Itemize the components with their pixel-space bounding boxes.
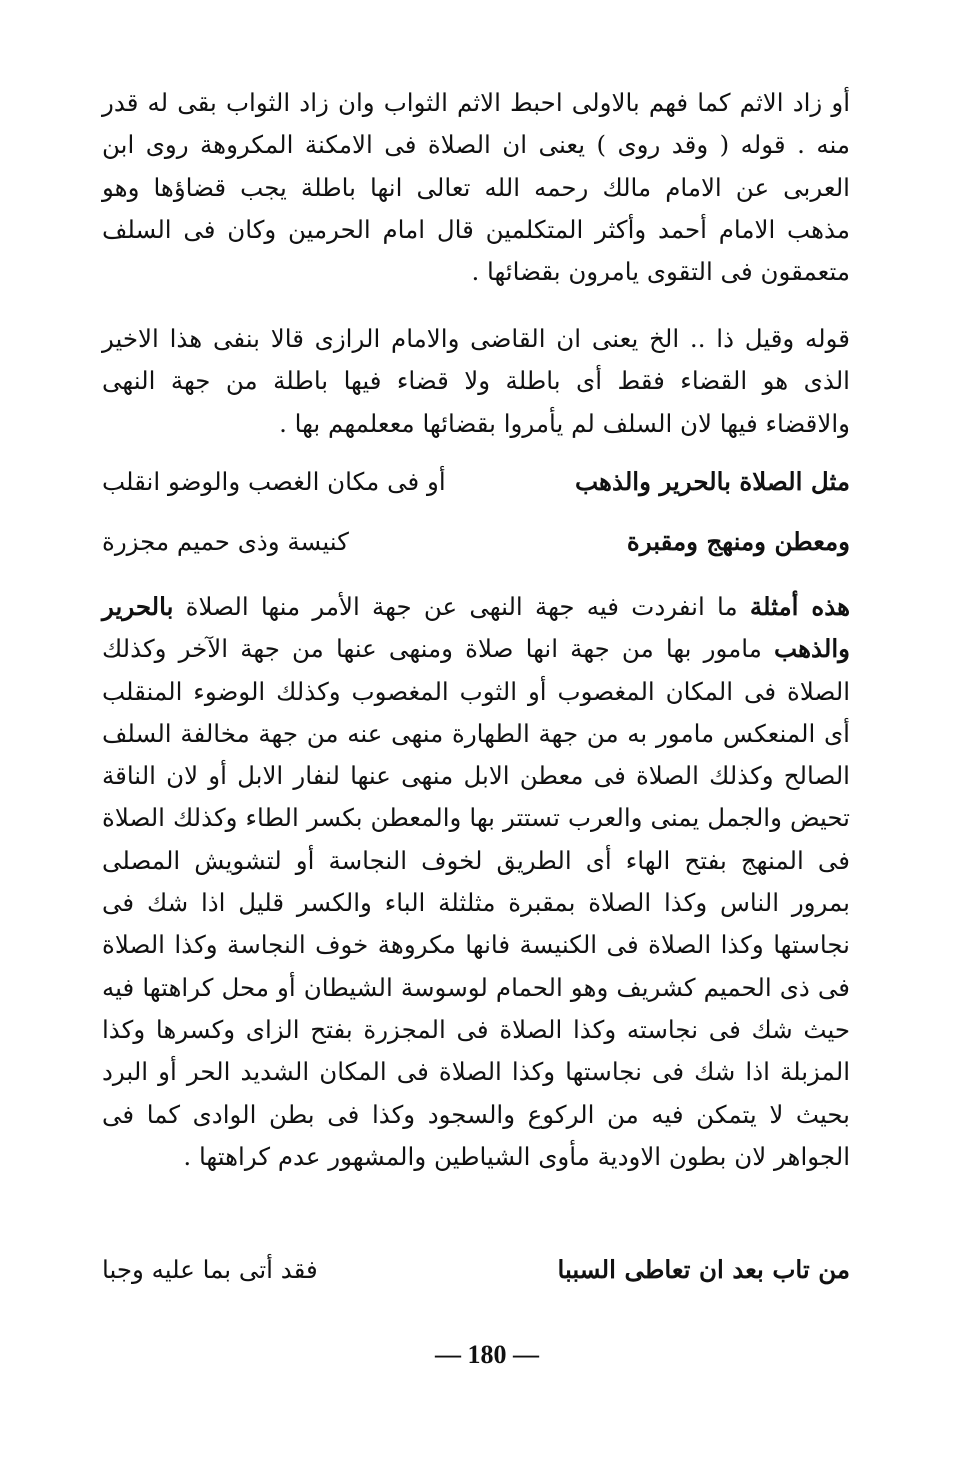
paragraph-3 bbox=[102, 586, 850, 1178]
verse-3-left-hemistich: فقد أتى بما عليه وجبا bbox=[102, 1255, 318, 1284]
verse-2-left-hemistich: كنيسة وذى حميم مجزرة bbox=[102, 527, 349, 556]
paragraph-1: أو زاد الاثم كما فهم بالاولى احبط الاثم الثواب وان زاد الثواب بقى له قدر منه . قوله ( وقد روى ) يعنى ان الصلاة فى الامكنة المكروهة روى ابن العربى عن الامام مالك رحمه الله تعالى انها باطلة يجب قضاؤها وهو مذهب الامام أحمد وأكثر المتكلمين قال امام الحرمين وكان فى السلف متعمقون فى التقوى يامرون بقضائها . bbox=[102, 88, 850, 287]
paragraph-3-bold-term: بالحرير والذهب bbox=[102, 592, 850, 664]
verse-line-3 bbox=[102, 1250, 850, 1290]
verse-1-left-hemistich: أو فى مكان الغصب والوضو انقلب bbox=[102, 467, 446, 496]
verse-2-right-hemistich: ومعطن ومنهج ومقبرة bbox=[626, 527, 850, 556]
paragraph-2: قوله وقيل ذا .. الخ يعنى ان القاضى والامام الرازى قالا بنفى هذا الاخير الذى هو القضاء فقط أى باطلة ولا قضاء فيها باطلة من جهة النهى والاقضاء فيها لان السلف لم يأمروا بقضائها مععلمهم بها . bbox=[102, 324, 850, 438]
paragraph-3-lead: هذه أمثلة bbox=[749, 592, 851, 621]
verse-line-1 bbox=[102, 462, 850, 502]
verse-line-2 bbox=[102, 522, 850, 562]
paragraph-3-part-b: مامور بها من جهة انها صلاة ومنهى عنها من جهة الآخر وكذلك الصلاة فى المكان المغصوب أو الثوب المغصوب وكذلك الوضوء المنقلب أى المنعكس مامور به من جهة الطهارة منهى عنه من جهة مخالفة السلف الصالح وكذلك الصلاة فى معطن الابل منهى عنها لنفار الابل أو لان الناقة تحيض والجمل يمنى والعرب تستتر بها والمعطن بكسر الطاء وكذلك الصلاة فى المنهج بفتح الهاء أى الطريق لخوف النجاسة أو لتشويش المصلى بمرور الناس وكذا الصلاة بمقبرة مثلثلة الباء والكسر قليل اذا شك فى نجاستها وكذا الصلاة فى الكنيسة فانها مكروهة خوف النجاسة وكذا الصلاة فى ذى الحميم كشريف وهو الحمام لوسوسة الشيطان أو محل كراهتها فيه حيث شك فى نجاسته وكذا الصلاة فى المجزرة بفتح الزاى وكسرها وكذا المزبلة اذا شك فى نجاستها وكذا الصلاة فى المكان الشديد الحر أو البرد بحيث لا يتمكن فيه من الركوع والسجود وكذا فى بطن الوادى كما فى الجواهر لان بطون الاودية مأوى الشياطين والمشهور عدم كراهتها . bbox=[102, 634, 850, 1171]
page-number: — 180 — bbox=[435, 1340, 539, 1369]
paragraph-3-part-a: ما انفردت فيه جهة النهى عن جهة الأمر منها الصلاة bbox=[185, 592, 738, 621]
verse-1-right-hemistich: مثل الصلاة بالحرير والذهب bbox=[575, 467, 850, 496]
verse-3-right-hemistich: من تاب بعد ان تعاطى السببا bbox=[557, 1255, 850, 1284]
